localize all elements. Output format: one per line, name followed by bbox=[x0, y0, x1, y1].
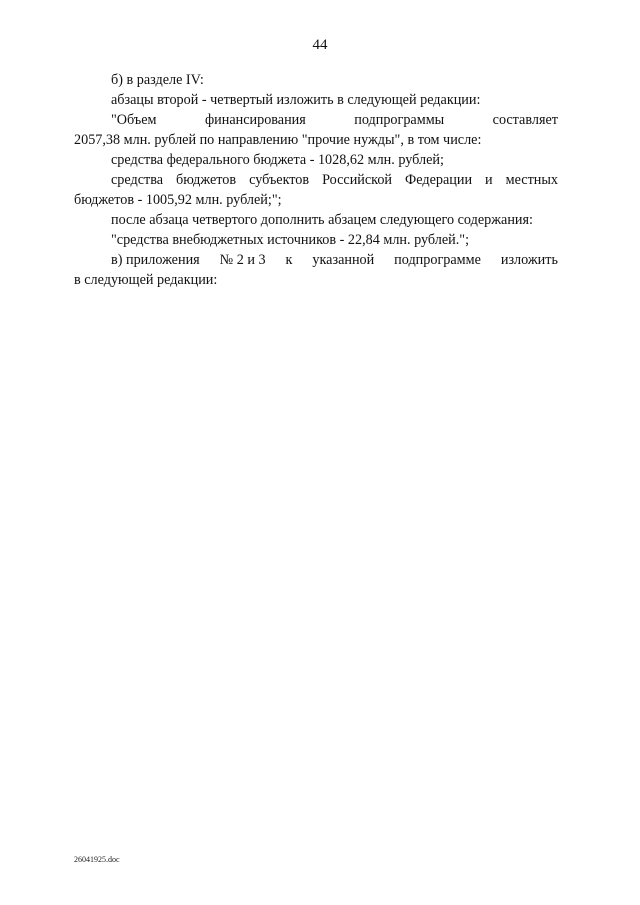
word: подпрограммы bbox=[354, 112, 445, 128]
paragraph-objem-line1 bbox=[74, 110, 558, 130]
paragraph-subjects-line1 bbox=[74, 170, 558, 190]
word: Федерации bbox=[405, 172, 473, 188]
footer-filename: 26041925.doc bbox=[74, 855, 120, 864]
paragraph-appendix-line1 bbox=[74, 250, 558, 270]
word: подпрограмме bbox=[394, 252, 481, 268]
word: субъектов bbox=[249, 172, 310, 188]
paragraph-federal-budget: средства федерального бюджета - 1028,62 млн. рублей; bbox=[111, 152, 444, 168]
word: в) приложения bbox=[111, 252, 200, 268]
paragraph-abzacy: абзацы второй - четвертый изложить в следующей редакции: bbox=[111, 92, 481, 108]
word: изложить bbox=[500, 252, 558, 268]
paragraph-section-iv: б) в разделе IV: bbox=[111, 72, 204, 88]
word: местных bbox=[505, 172, 558, 188]
word: № 2 и 3 bbox=[219, 252, 266, 268]
word: финансирования bbox=[204, 112, 306, 128]
paragraph-objem-line2: 2057,38 млн. рублей по направлению "прочие нужды", в том числе: bbox=[74, 132, 482, 148]
paragraph-subjects-line2: бюджетов - 1005,92 млн. рублей;"; bbox=[74, 192, 282, 208]
document-body bbox=[74, 70, 558, 290]
paragraph-appendix-line2: в следующей редакции: bbox=[74, 272, 218, 288]
paragraph-after-fourth: после абзаца четвертого дополнить абзацем следующего содержания: bbox=[111, 212, 533, 228]
word: и bbox=[485, 172, 493, 188]
word: средства bbox=[111, 172, 164, 188]
word: Российской bbox=[322, 172, 393, 188]
word: "Объем bbox=[111, 112, 157, 128]
word: составляет bbox=[492, 112, 558, 128]
word: указанной bbox=[312, 252, 375, 268]
page-number: 44 bbox=[312, 37, 328, 53]
word: бюджетов bbox=[176, 172, 237, 188]
word: к bbox=[285, 252, 293, 268]
paragraph-extrabudget: "средства внебюджетных источников - 22,84 млн. рублей."; bbox=[111, 232, 470, 248]
